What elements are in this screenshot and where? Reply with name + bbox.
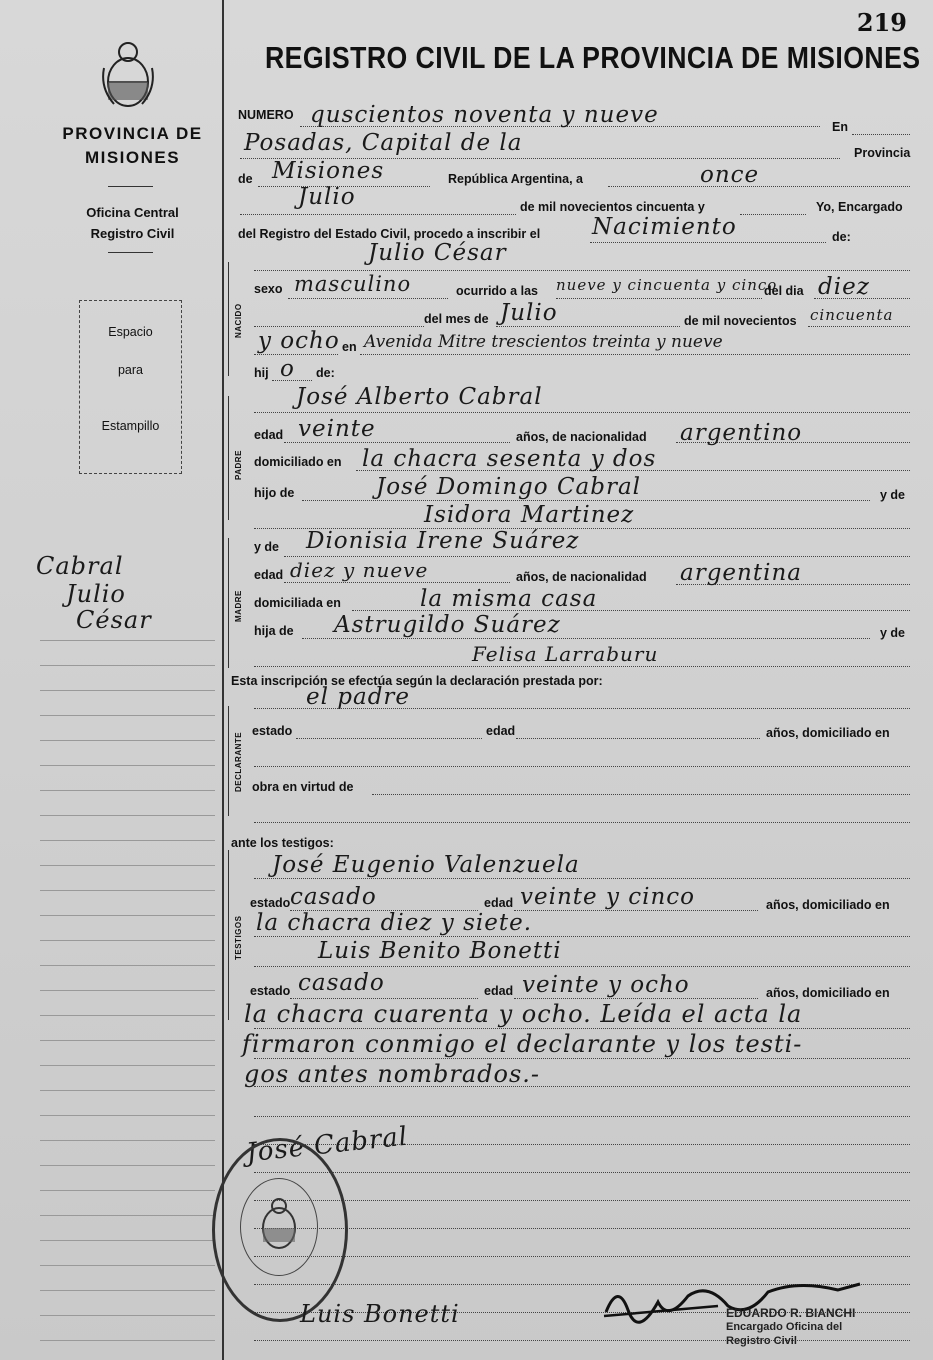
blank-ruled-line — [254, 1172, 910, 1173]
label-edad-decl: edad — [486, 724, 516, 738]
label-edad-t1: edad — [484, 896, 514, 910]
margin-ruled-line — [40, 1165, 215, 1166]
value-t1-estado: casado — [290, 884, 377, 910]
margin-ruled-line — [40, 990, 215, 991]
value-t2-estado: casado — [298, 970, 385, 996]
signature-1: José Cabral — [244, 1121, 410, 1169]
value-lugar: Posadas, Capital de la — [244, 130, 523, 156]
margin-ruled-line — [40, 690, 215, 691]
label-anos-dom-t1: años, domiciliado en — [766, 898, 890, 912]
margin-ruled-line — [40, 915, 215, 916]
value-testigo2: Luis Benito Bonetti — [318, 938, 562, 964]
value-t2-dom: la chacra cuarenta y ocho. Leída el acta la — [244, 1000, 803, 1028]
value-t1-edad: veinte y cinco — [520, 884, 696, 910]
label-del-dia: del dia — [764, 284, 804, 298]
side-label-declarante: DECLARANTE — [234, 731, 243, 792]
seal-emblem-icon — [254, 1196, 304, 1256]
label-sexo: sexo — [254, 282, 283, 296]
label-edad-t2: edad — [484, 984, 514, 998]
label-anos-nac-padre: años, de nacionalidad — [516, 430, 647, 444]
value-t2-edad: veinte y ocho — [522, 972, 690, 998]
value-mes-nac: Julio — [500, 300, 558, 326]
label-mil: de mil novecientos cincuenta y — [520, 200, 705, 214]
blank-ruled-line — [254, 1116, 910, 1117]
margin-ruled-line — [40, 1140, 215, 1141]
label-estado-t1: estado — [250, 896, 291, 910]
argentina-coat-of-arms-icon — [100, 38, 156, 110]
label-de: de — [238, 172, 253, 186]
label-de-colon: de: — [832, 230, 851, 244]
page-number: 219 — [856, 8, 907, 37]
value-anio-nac: cincuenta — [810, 306, 894, 324]
label-hija-de: hija de — [254, 624, 294, 638]
value-anio-nac2: y ocho — [258, 328, 340, 354]
label-y-de: y de — [880, 488, 906, 502]
margin-ruled-line — [40, 1240, 215, 1241]
page-title: REGISTRO CIVIL DE LA PROVINCIA DE MISIONES — [265, 40, 921, 75]
margin-ruled-line — [40, 765, 215, 766]
margin-ruled-line — [40, 640, 215, 641]
label-estado-decl: estado — [252, 724, 293, 738]
side-label-padre: PADRE — [234, 450, 243, 480]
stamp-box: Espacio para Estampillo — [79, 300, 182, 474]
value-provincia: Misiones — [272, 158, 385, 184]
value-padre: José Alberto Cabral — [296, 384, 543, 410]
value-lugar-nac: Avenida Mitre trescientos treinta y nueve — [364, 332, 723, 352]
label-edad-madre: edad — [254, 568, 284, 582]
value-dia-nac: diez — [818, 274, 870, 300]
value-madre: Dionisia Irene Suárez — [306, 528, 580, 554]
office-heading: Oficina Central Registro Civil — [86, 205, 179, 241]
value-nombre: Julio César — [368, 240, 507, 266]
margin-ruled-line — [40, 1340, 215, 1341]
value-padre-edad: veinte — [298, 416, 376, 442]
label-en: En — [832, 120, 848, 134]
label-anos-dom-t2: años, domiciliado en — [766, 986, 890, 1000]
side-label-testigos: TESTIGOS — [234, 915, 243, 960]
value-dia: once — [700, 162, 760, 188]
label-estado-t2: estado — [250, 984, 291, 998]
margin-ruled-line — [40, 965, 215, 966]
label-hijo-de: hijo de — [254, 486, 295, 500]
value-closing1: firmaron conmigo el declarante y los testi- — [242, 1030, 803, 1058]
blank-ruled-line — [254, 1200, 910, 1201]
label-obra: obra en virtud de — [252, 780, 354, 794]
value-hij: o — [280, 356, 295, 382]
margin-ruled-line — [40, 1190, 215, 1191]
margin-ruled-line — [40, 790, 215, 791]
margin-ruled-line — [40, 840, 215, 841]
margin-ruled-line — [40, 1315, 215, 1316]
blank-ruled-line — [254, 1228, 910, 1229]
left-margin-panel — [0, 0, 224, 1360]
value-padre-dom: la chacra sesenta y dos — [362, 446, 657, 472]
value-madre-dom: la misma casa — [420, 586, 598, 612]
label-numero: NUMERO — [238, 108, 294, 122]
label-y-de2: y de — [254, 540, 280, 554]
value-sexo: masculino — [294, 272, 412, 296]
side-label-nacido: NACIDO — [234, 303, 243, 338]
value-padre-nac: argentino — [680, 420, 803, 446]
value-numero: quscientos noventa y nueve — [310, 102, 659, 128]
margin-ruled-line — [40, 865, 215, 866]
label-en-lugar: en — [342, 340, 357, 354]
margin-ruled-line — [40, 1290, 215, 1291]
label-edad-padre: edad — [254, 428, 284, 442]
side-label-madre: MADRE — [234, 590, 243, 622]
label-ocurrido: ocurrido a las — [456, 284, 538, 298]
margin-note-surname: Cabral — [36, 552, 124, 580]
margin-ruled-line — [40, 1065, 215, 1066]
margin-ruled-line — [40, 740, 215, 741]
margin-ruled-line — [40, 665, 215, 666]
margin-ruled-line — [40, 890, 215, 891]
label-anos-dom-decl: años, domiciliado en — [766, 726, 890, 740]
margin-ruled-line — [40, 1115, 215, 1116]
label-provincia: Provincia — [854, 146, 911, 160]
value-testigo1: José Eugenio Valenzuela — [272, 852, 580, 878]
label-domiciliada: domiciliada en — [254, 596, 341, 610]
label-inscripcion: Esta inscripción se efectúa según la declaración prestada por: — [231, 674, 603, 688]
province-heading: PROVINCIA DE MISIONES — [62, 124, 203, 167]
margin-ruled-line — [40, 1265, 215, 1266]
value-t1-dom: la chacra diez y siete. — [256, 910, 533, 936]
official-stamp: EDUARDO R. BIANCHI Encargado Oficina del Registro Civil — [726, 1306, 856, 1347]
value-madre-nac: argentina — [680, 560, 802, 586]
label-y-de-madre: y de — [880, 626, 906, 640]
value-abuela-p: Isidora Martinez — [424, 502, 635, 528]
label-anos-nac-madre: años, de nacionalidad — [516, 570, 647, 584]
blank-ruled-line — [254, 1256, 910, 1257]
margin-ruled-line — [40, 715, 215, 716]
value-acto: Nacimiento — [592, 214, 737, 240]
label-de2: de: — [316, 366, 335, 380]
margin-ruled-line — [40, 940, 215, 941]
label-mil2: de mil novecientos — [684, 314, 797, 328]
label-del-registro: del Registro del Estado Civil, procedo a inscribir el — [238, 227, 541, 241]
value-abuelo-p: José Domingo Cabral — [376, 474, 642, 500]
margin-note-name2: César — [76, 606, 152, 634]
label-del-mes: del mes de — [424, 312, 489, 326]
margin-ruled-line — [40, 1090, 215, 1091]
value-hora: nueve y cincuenta y cinco — [556, 276, 778, 294]
margin-note-name1: Julio — [66, 580, 126, 608]
value-abuela-m: Felisa Larraburu — [472, 642, 659, 666]
value-madre-edad: diez y nueve — [290, 558, 429, 582]
value-declarante: el padre — [306, 684, 411, 710]
label-hij: hij — [254, 366, 269, 380]
margin-ruled-line — [40, 1215, 215, 1216]
label-encargado: Yo, Encargado — [816, 200, 903, 214]
signature-2: Luis Bonetti — [300, 1300, 460, 1328]
label-testigos: ante los testigos: — [231, 836, 334, 850]
margin-ruled-line — [40, 1015, 215, 1016]
value-closing2: gos antes nombrados.- — [244, 1060, 540, 1088]
value-mes: Julio — [298, 184, 356, 210]
margin-ruled-line — [40, 815, 215, 816]
margin-ruled-line — [40, 1040, 215, 1041]
label-republica: República Argentina, a — [448, 172, 583, 186]
value-abuelo-m: Astrugildo Suárez — [334, 612, 561, 638]
label-domiciliado-padre: domiciliado en — [254, 455, 342, 469]
